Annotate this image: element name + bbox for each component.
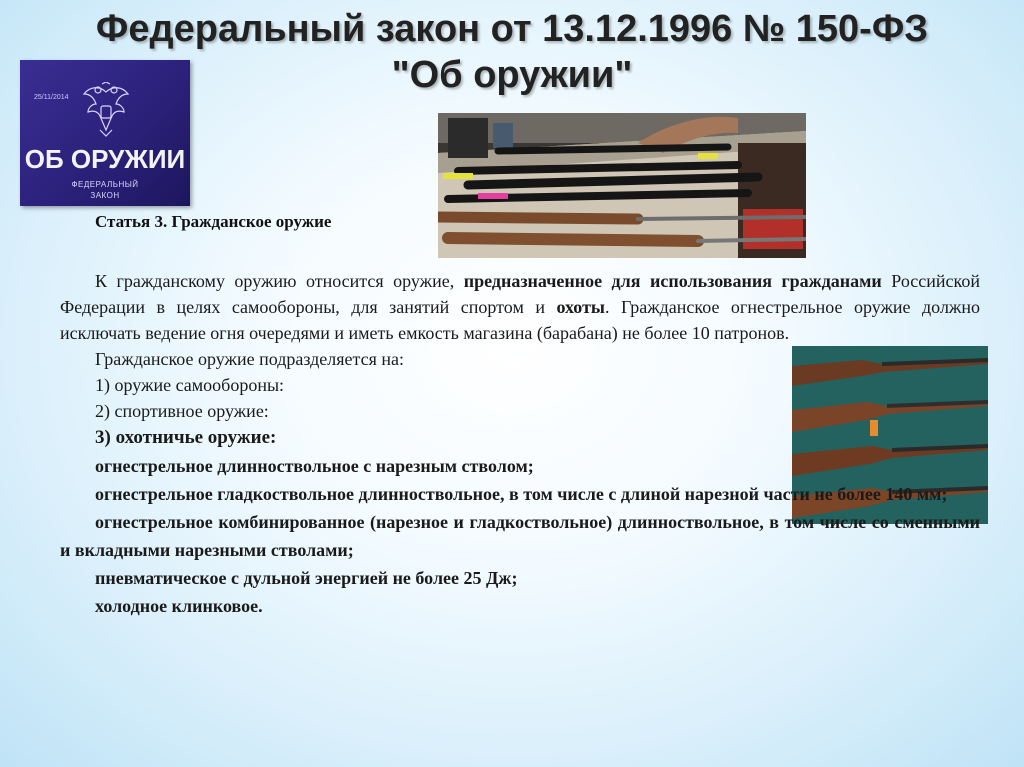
hunting-item-smoothbore: огнестрельное гладкоствольное длинноствольное, в том числе с длиной нарезной части не более 140 мм;	[95, 484, 948, 504]
cover-title: ОБ ОРУЖИИ	[24, 144, 186, 174]
title-line-1: Федеральный закон от 13.12.1996 № 150-ФЗ	[95, 8, 929, 50]
hunting-item-pneumatic: пневматическое с дульной энергией не более 25 Дж;	[95, 568, 518, 588]
hunting-item-rifled: огнестрельное длинноствольное с нарезным стволом;	[95, 456, 534, 476]
guns-on-table-illustration	[438, 113, 806, 258]
paragraph-subdivision: Гражданское оружие подразделяется на:	[95, 349, 405, 369]
cover-date: 25/11/2014	[34, 94, 69, 101]
guns-on-table-photo	[438, 113, 806, 258]
paragraph-bold-1: предназначенное для использования гражданами	[463, 271, 882, 291]
double-headed-eagle-icon	[80, 82, 132, 138]
article-body	[60, 268, 980, 620]
list-item-sport: 2) спортивное оружие:	[95, 401, 269, 421]
cover-subtitle-1: ФЕДЕРАЛЬНЫЙ	[71, 180, 139, 189]
list-item-self-defense: 1) оружие самообороны:	[95, 375, 285, 395]
title-line-2: "Об оружии"	[391, 54, 633, 96]
paragraph-bold-2: охоты	[556, 297, 605, 317]
paragraph-text-1: К гражданскому оружию относится оружие,	[95, 271, 464, 291]
paragraph-text-3: . Гражданское огнестрельное оружие должно исключать ведение огня очередями и иметь емкость магазина (барабана) не более 10 патронов.	[60, 297, 980, 343]
article-heading: Статья 3. Гражданское оружие	[95, 212, 332, 231]
hunting-item-combined: огнестрельное комбинированное (нарезное и гладкоствольное) длинноствольное, в том числе со сменными и вкладными нарезными стволами;	[60, 512, 980, 560]
hunting-item-bladed: холодное клинковое.	[95, 596, 263, 616]
paragraph-text-2: Российской Федерации в целях самообороны, для занятий спортом и	[60, 271, 980, 317]
paragraph-definition	[60, 268, 980, 346]
list-item-hunting: 3) охотничье оружие:	[95, 427, 277, 448]
cover-subtitle-2: ЗАКОН	[90, 191, 120, 200]
law-book-cover-image	[20, 60, 190, 206]
